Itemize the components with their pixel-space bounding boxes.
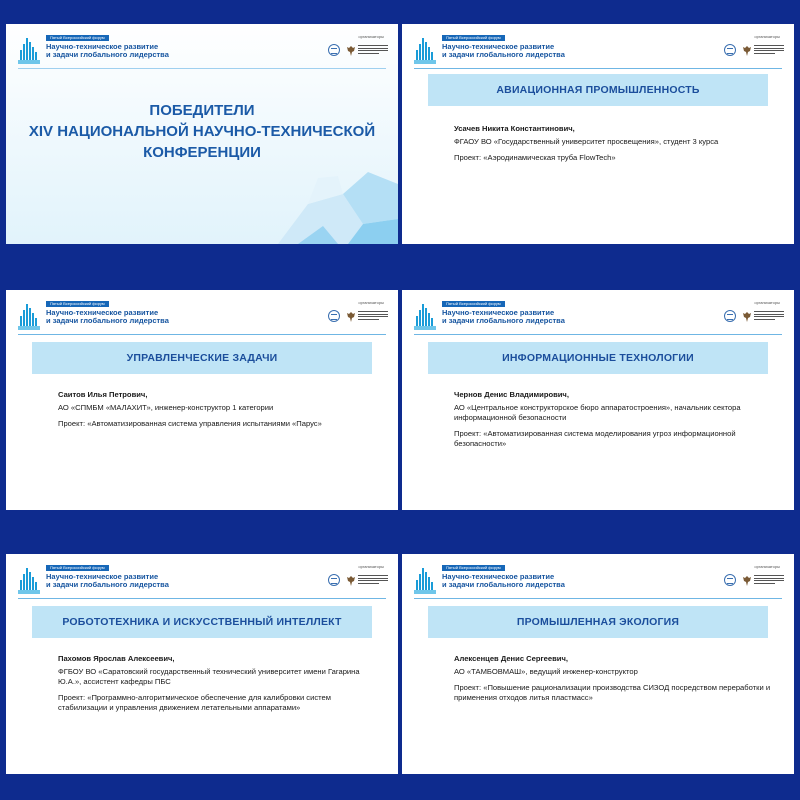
organizer-name-lines (754, 311, 784, 321)
organizers (720, 564, 784, 594)
forum-tag: Пятый Всероссийский форум (46, 301, 109, 307)
winner-card (6, 290, 398, 510)
organizer-name-lines (754, 45, 784, 55)
organizer-eagle-icon (346, 574, 356, 586)
organizers (324, 34, 388, 64)
winner-info (58, 390, 378, 429)
organizer-name-lines (358, 311, 388, 321)
organizers-label: организаторы (754, 564, 780, 569)
organizer-eagle-icon (346, 310, 356, 322)
organizer-emblem-icon (328, 574, 340, 586)
organizers-label: организаторы (754, 300, 780, 305)
forum-logo-mark-icon (414, 36, 436, 64)
winner-card (402, 24, 794, 244)
conference-title (6, 100, 398, 163)
organizer-emblem-icon (328, 44, 340, 56)
forum-brand: Научно-техническое развитие и задачи глобального лидерства (46, 572, 169, 589)
header-divider (414, 334, 782, 335)
forum-logo (414, 34, 614, 68)
category-banner: РОБОТОТЕХНИКА И ИСКУССТВЕННЫЙ ИНТЕЛЛЕКТ (32, 606, 372, 638)
forum-brand: Научно-техническое развитие и задачи глобального лидерства (442, 572, 565, 589)
organizer-eagle-icon (346, 44, 356, 56)
winner-project: Проект: «Программно-алгоритмическое обеспечение для калибровки систем стабилизации и управления движением летательными аппаратами» (58, 693, 331, 712)
winner-project: Проект: «Повышение рационализации производства СИЗОД посредством переработки и применения отходов литья пластмасс» (454, 683, 771, 702)
winner-card (402, 554, 794, 774)
forum-brand: Научно-техническое развитие и задачи глобального лидерства (46, 308, 169, 325)
forum-logo-mark-icon (414, 302, 436, 330)
organizer-eagle-icon (742, 574, 752, 586)
organizer-name-lines (358, 45, 388, 55)
forum-tag: Пятый Всероссийский форум (46, 565, 109, 571)
organizers-label: организаторы (754, 34, 780, 39)
organizers (324, 564, 388, 594)
title-line-1: ПОБЕДИТЕЛИ (149, 102, 255, 119)
forum-logo (18, 564, 218, 598)
organizer-emblem-icon (724, 310, 736, 322)
forum-brand: Научно-техническое развитие и задачи глобального лидерства (46, 42, 169, 59)
winner-info (454, 390, 774, 449)
forum-tag: Пятый Всероссийский форум (442, 35, 505, 41)
forum-logo (18, 34, 218, 68)
winner-name: Саитов Илья Петрович, (58, 390, 148, 399)
organizer-emblem-icon (724, 44, 736, 56)
forum-brand: Научно-техническое развитие и задачи глобального лидерства (442, 308, 565, 325)
organizer-eagle-icon (742, 310, 752, 322)
winner-project: Проект: «Аэродинамическая труба FlowTech» (454, 153, 616, 162)
forum-logo-mark-icon (18, 302, 40, 330)
title-line-3: КОНФЕРЕНЦИИ (143, 144, 261, 161)
forum-logo (18, 300, 218, 334)
header-divider (18, 68, 386, 69)
winner-name: Чернов Денис Владимирович, (454, 390, 569, 399)
organizer-name-lines (754, 575, 784, 585)
winner-affiliation: ФГАОУ ВО «Государственный университет просвещения», студент 3 курса (454, 137, 719, 146)
category-banner: ПРОМЫШЛЕННАЯ ЭКОЛОГИЯ (428, 606, 768, 638)
forum-tag: Пятый Всероссийский форум (442, 565, 505, 571)
winner-info (454, 124, 774, 163)
organizer-eagle-icon (742, 44, 752, 56)
winner-card (6, 554, 398, 774)
header-divider (414, 68, 782, 69)
forum-logo (414, 564, 614, 598)
forum-logo-mark-icon (414, 566, 436, 594)
winner-affiliation: АО «ТАМБОВМАШ», ведущий инженер-конструктор (454, 667, 638, 676)
organizers-label: организаторы (358, 300, 384, 305)
winner-affiliation: ФГБОУ ВО «Саратовский государственный технический университет имени Гагарина Ю.А.», ассистент кафедры ПБС (58, 667, 360, 686)
header-divider (18, 598, 386, 599)
winner-project: Проект: «Автоматизированная система управления испытаниями «Парус» (58, 419, 322, 428)
winner-info (58, 654, 378, 713)
winner-project: Проект: «Автоматизированная система моделирования угроз информационной безопасности» (454, 429, 736, 448)
title-line-2: XIV НАЦИОНАЛЬНОЙ НАУЧНО-ТЕХНИЧЕСКОЙ (28, 123, 376, 140)
winner-info (454, 654, 774, 703)
organizer-emblem-icon (724, 574, 736, 586)
winner-name: Пахомов Ярослав Алексеевич, (58, 654, 175, 663)
winner-affiliation: АО «Центральное конструкторское бюро аппаратостроения», начальник сектора информационной безопасности (454, 403, 741, 422)
winner-name: Усачев Никита Константинович, (454, 124, 575, 133)
header-divider (18, 334, 386, 335)
forum-logo (414, 300, 614, 334)
forum-tag: Пятый Всероссийский форум (442, 301, 505, 307)
category-banner: ИНФОРМАЦИОННЫЕ ТЕХНОЛОГИИ (428, 342, 768, 374)
forum-brand: Научно-техническое развитие и задачи глобального лидерства (442, 42, 565, 59)
winner-affiliation: АО «СПМБМ «МАЛАХИТ», инженер-конструктор 1 категории (58, 403, 274, 412)
forum-logo-mark-icon (18, 36, 40, 64)
category-banner: АВИАЦИОННАЯ ПРОМЫШЛЕННОСТЬ (428, 74, 768, 106)
winner-card (402, 290, 794, 510)
organizers-label: организаторы (358, 34, 384, 39)
organizers (720, 300, 784, 330)
organizer-emblem-icon (328, 310, 340, 322)
title-slide (6, 24, 398, 244)
category-banner: УПРАВЛЕНЧЕСКИЕ ЗАДАЧИ (32, 342, 372, 374)
header-divider (414, 598, 782, 599)
forum-tag: Пятый Всероссийский форум (46, 35, 109, 41)
decorative-shapes-icon (268, 164, 398, 244)
winner-name: Алексенцев Денис Сергеевич, (454, 654, 568, 663)
organizers-label: организаторы (358, 564, 384, 569)
forum-logo-mark-icon (18, 566, 40, 594)
organizers (324, 300, 388, 330)
organizers (720, 34, 784, 64)
organizer-name-lines (358, 575, 388, 585)
